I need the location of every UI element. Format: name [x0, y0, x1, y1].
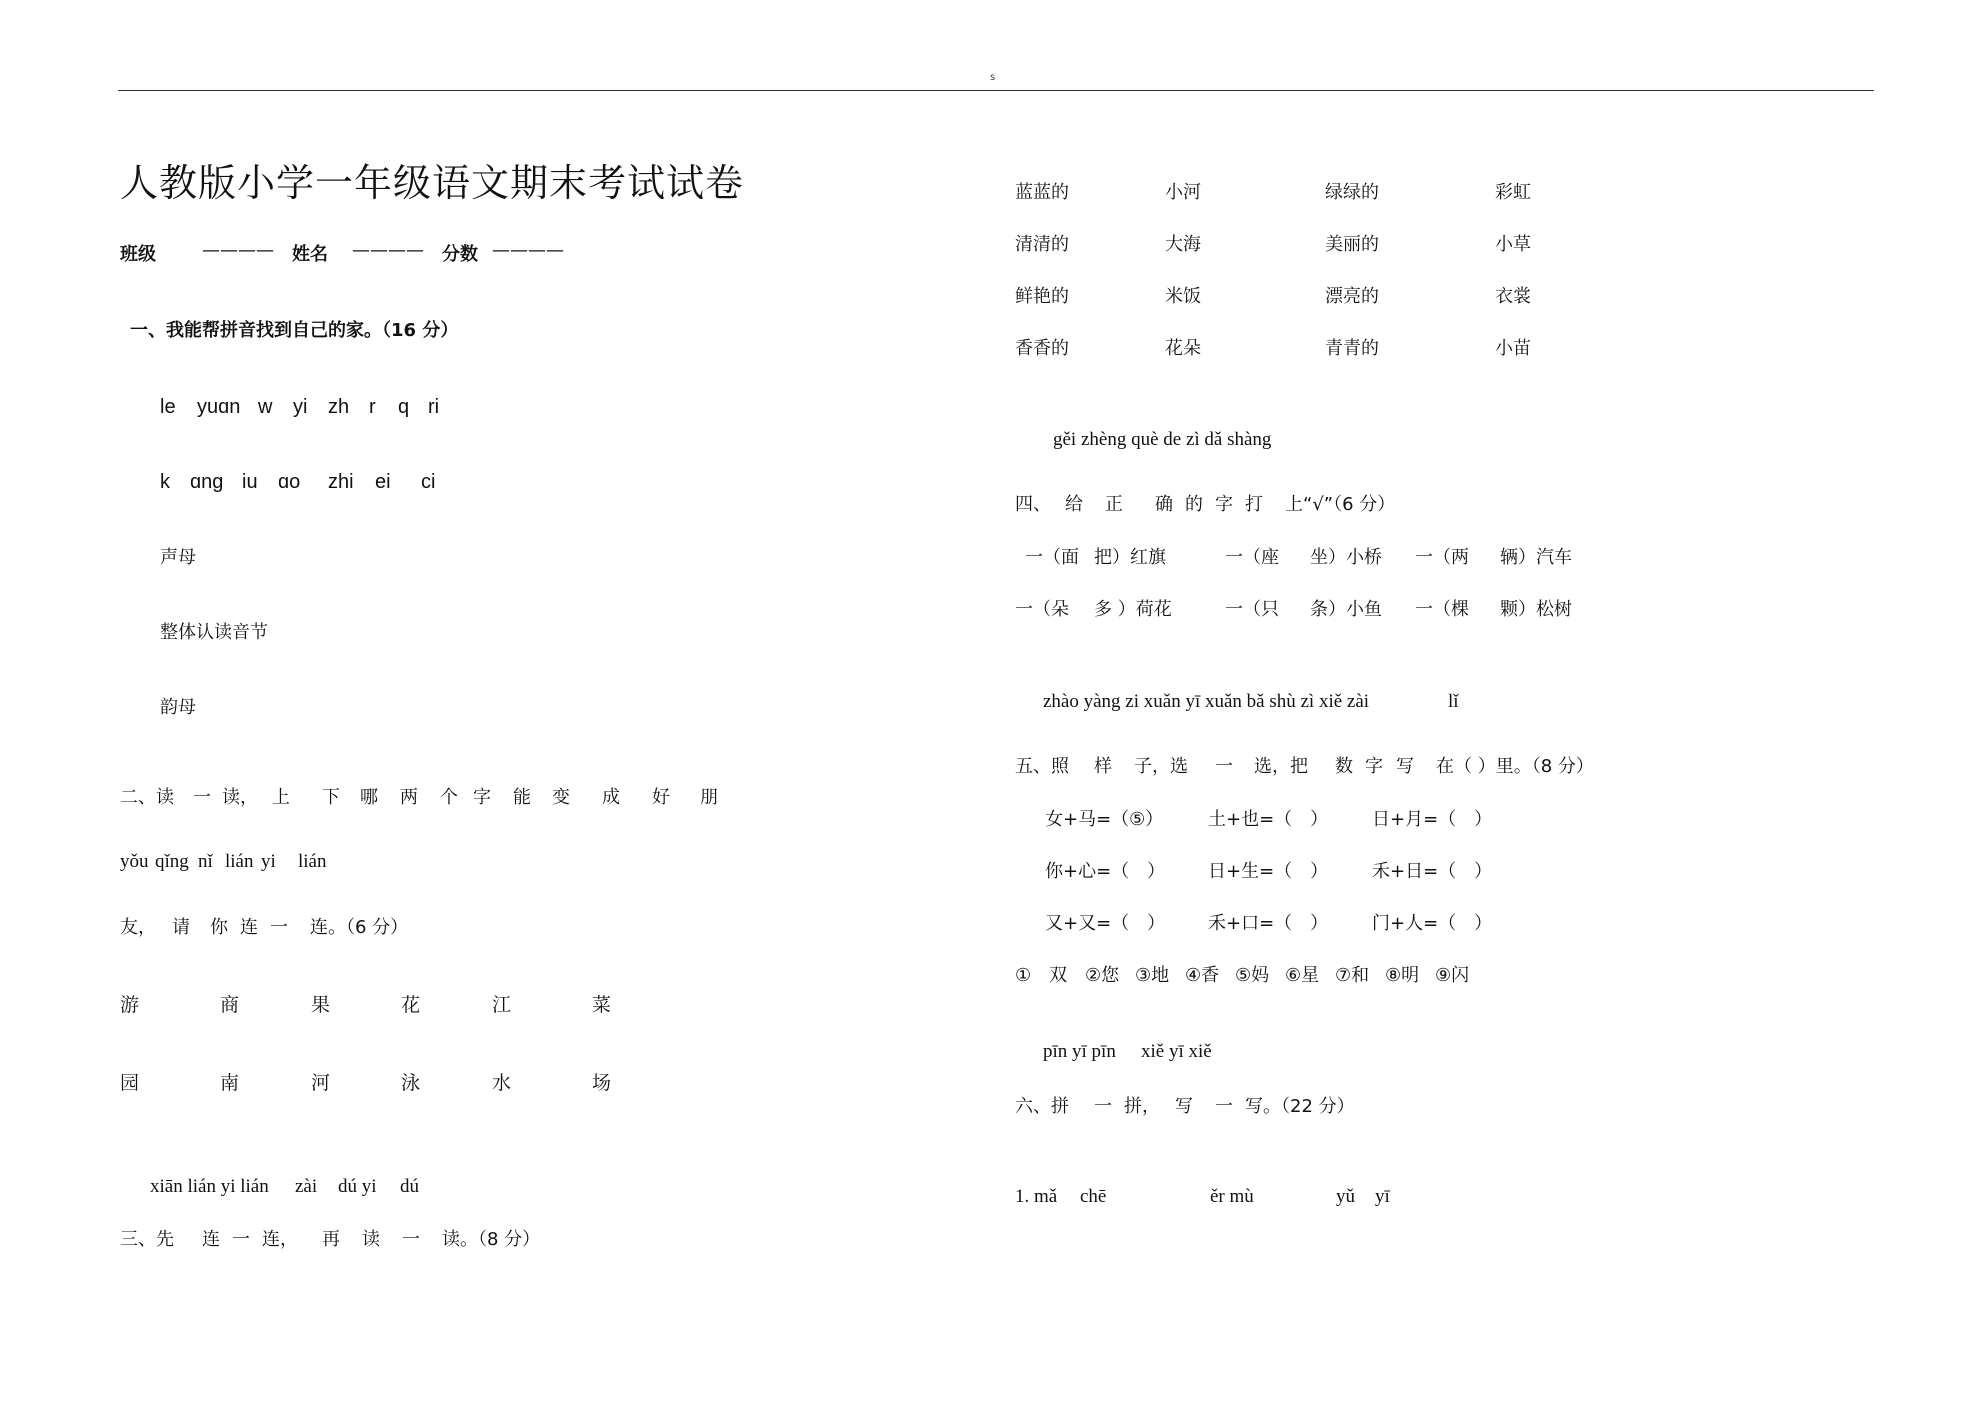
option-item: ⑦和 — [1335, 965, 1370, 986]
section3-heading: 连 — [202, 1229, 220, 1250]
match-grid-cell: 清清的 — [1015, 234, 1069, 255]
pinyin-item: 1. mǎ — [1015, 1186, 1058, 1207]
section5-heading: 写 — [1396, 756, 1414, 777]
option-item: ① 双 — [1015, 965, 1068, 986]
section2-text: 变 — [552, 787, 570, 808]
choice-item: 把）红旗 — [1094, 547, 1166, 568]
section5-heading: 字 — [1365, 756, 1383, 777]
option-item: ③地 — [1135, 965, 1170, 986]
section5-heading: 在（ ）里。（8 分） — [1436, 756, 1594, 777]
section4-heading: 给 — [1065, 494, 1083, 515]
section5-heading: 选，把 — [1254, 756, 1308, 777]
section5-heading: 样 — [1094, 756, 1112, 777]
match-char: 游 — [120, 994, 140, 1016]
section2-pinyin: yi — [261, 851, 276, 872]
match-grid-cell: 香香的 — [1015, 338, 1069, 359]
option-item: ④香 — [1185, 965, 1220, 986]
choice-item: 坐）小桥 — [1310, 547, 1382, 568]
match-grid-cell: 大海 — [1165, 234, 1201, 255]
section6-heading: 一 — [1215, 1096, 1233, 1117]
match-grid-cell: 蓝蓝的 — [1015, 182, 1069, 203]
section2-text: 读， — [222, 787, 258, 808]
pinyin-item: yi — [293, 396, 308, 418]
match-grid-cell: 彩虹 — [1495, 182, 1531, 203]
section2-text: 连 — [240, 917, 258, 938]
option-item: ⑨闪 — [1435, 965, 1470, 986]
match-char: 商 — [220, 994, 240, 1016]
compose-item: 禾+日=（ ） — [1372, 861, 1493, 882]
pinyin-item: zhi — [328, 471, 354, 493]
section2-text: 连。（6 分） — [310, 917, 409, 938]
pinyin-item: yǔ — [1336, 1186, 1355, 1207]
match-char: 园 — [120, 1072, 140, 1094]
section6-pinyin: xiě yī xiě — [1141, 1041, 1212, 1062]
pinyin-item: w — [258, 396, 273, 418]
choice-item: 颗）松树 — [1500, 599, 1572, 620]
pinyin-item: zh — [328, 396, 350, 418]
section2-text: 朋 — [700, 787, 718, 808]
section3-heading: 连， — [262, 1229, 298, 1250]
section4-heading: 四、 — [1015, 494, 1051, 515]
compose-item: 土+也=（ ） — [1208, 809, 1329, 830]
section2-pinyin: lián — [225, 851, 254, 872]
section2-text: 字 — [473, 787, 491, 808]
section2-text: 一 — [270, 917, 288, 938]
page-title: 人教版小学一年级语文期末考试试卷 — [120, 161, 745, 205]
class-label: 班级 — [120, 244, 156, 265]
pinyin-item: q — [398, 396, 410, 418]
section4-pinyin: gěi zhèng què de zì dǎ shàng — [1053, 429, 1272, 450]
match-char: 菜 — [592, 994, 612, 1016]
section6-heading: 六、拼 — [1015, 1096, 1069, 1117]
pinyin-item: ri — [428, 396, 440, 418]
score-label: 分数 — [442, 244, 478, 265]
section6-heading: 拼， — [1124, 1096, 1160, 1117]
pinyin-item: le — [160, 396, 176, 418]
match-grid-cell: 漂亮的 — [1325, 286, 1379, 307]
section5-heading: 一 — [1215, 756, 1233, 777]
compose-item: 禾+口=（ ） — [1208, 913, 1329, 934]
section2-text: 两 — [400, 787, 418, 808]
category-label-finals: 韵母 — [160, 697, 196, 718]
section3-heading: 一 — [402, 1229, 420, 1250]
pinyin-item: iu — [242, 471, 258, 493]
pinyin-item: ei — [375, 471, 391, 493]
section3-pinyin: dú yi — [338, 1176, 377, 1197]
section2-text: 好 — [652, 787, 670, 808]
section3-heading: 三、先 — [120, 1229, 174, 1250]
section2-pinyin: nǐ — [198, 851, 213, 872]
score-blank[interactable]: ———— — [492, 240, 564, 261]
choice-item: 条）小鱼 — [1310, 599, 1382, 620]
choice-item: 一（只 — [1225, 599, 1279, 620]
section5-heading: 五、照 — [1015, 756, 1069, 777]
name-blank[interactable]: ———— — [352, 240, 424, 261]
match-grid-cell: 鲜艳的 — [1015, 286, 1069, 307]
pinyin-item: yuɑn — [197, 396, 241, 418]
section6-heading: 写。（22 分） — [1245, 1096, 1355, 1117]
compose-item: 门+人=（ ） — [1372, 913, 1493, 934]
compose-item: 又+又=（ ） — [1045, 913, 1166, 934]
section2-pinyin: yǒu — [120, 851, 149, 872]
section4-heading: 上“√”（6 分） — [1285, 494, 1396, 515]
match-grid-cell: 青青的 — [1325, 338, 1379, 359]
match-char: 江 — [492, 994, 512, 1016]
section5-pinyin: lǐ — [1448, 691, 1459, 712]
section6-pinyin: pīn yī pīn — [1043, 1041, 1116, 1062]
section4-heading: 确 — [1155, 494, 1173, 515]
pinyin-item: k — [160, 471, 170, 493]
match-grid-cell: 小河 — [1165, 182, 1201, 203]
compose-item: 日+生=（ ） — [1208, 861, 1329, 882]
match-grid-cell: 衣裳 — [1495, 286, 1531, 307]
match-char: 场 — [592, 1072, 612, 1094]
match-grid-cell: 美丽的 — [1325, 234, 1379, 255]
pinyin-item: chē — [1080, 1186, 1107, 1207]
header-mark: s — [990, 72, 996, 83]
pinyin-item: r — [369, 396, 376, 418]
section1-heading: 一、我能帮拼音找到自己的家。（16 分） — [130, 320, 459, 341]
compose-item: 日+月=（ ） — [1372, 809, 1493, 830]
pinyin-item: ɑng — [190, 471, 224, 493]
match-char: 泳 — [401, 1072, 421, 1094]
section2-text: 你 — [210, 917, 228, 938]
choice-item: 一（棵 — [1415, 599, 1469, 620]
section3-pinyin: xiān lián yi lián — [150, 1176, 269, 1197]
match-char: 南 — [220, 1072, 240, 1094]
section2-text: 下 — [322, 787, 340, 808]
section4-heading: 打 — [1245, 494, 1263, 515]
section4-heading: 字 — [1215, 494, 1233, 515]
section2-text: 能 — [513, 787, 531, 808]
section2-text: 友， — [120, 917, 156, 938]
pinyin-item: ɑo — [278, 471, 301, 493]
section5-heading: 子，选 — [1134, 756, 1188, 777]
match-char: 花 — [401, 994, 421, 1016]
match-char: 水 — [492, 1072, 512, 1094]
category-label-initials: 声母 — [160, 547, 196, 568]
match-grid-cell: 绿绿的 — [1325, 182, 1379, 203]
match-char: 河 — [311, 1072, 331, 1094]
section3-heading: 一 — [232, 1229, 250, 1250]
choice-item: 多 ）荷花 — [1094, 599, 1172, 620]
section6-heading: 一 — [1094, 1096, 1112, 1117]
class-blank[interactable]: ———— — [202, 240, 274, 261]
choice-item: 一（面 — [1025, 547, 1079, 568]
section4-heading: 的 — [1185, 494, 1203, 515]
match-grid-cell: 小草 — [1495, 234, 1531, 255]
name-label: 姓名 — [292, 244, 328, 265]
pinyin-item: ci — [421, 471, 436, 493]
section3-heading: 读。（8 分） — [442, 1229, 541, 1250]
compose-item: 女+马=（⑤） — [1045, 809, 1164, 830]
section2-text: 成 — [602, 787, 620, 808]
option-item: ⑧明 — [1385, 965, 1420, 986]
match-grid-cell: 花朵 — [1165, 338, 1201, 359]
section3-heading: 再 — [322, 1229, 340, 1250]
choice-item: 一（朵 — [1015, 599, 1069, 620]
section5-heading: 数 — [1335, 756, 1353, 777]
header-rule — [118, 90, 1874, 91]
pinyin-item: yī — [1375, 1186, 1390, 1207]
section6-heading: 写 — [1175, 1096, 1193, 1117]
choice-item: 辆）汽车 — [1500, 547, 1572, 568]
category-label-whole-syllables: 整体认读音节 — [160, 622, 268, 643]
option-item: ⑥星 — [1285, 965, 1320, 986]
section3-pinyin: zài — [295, 1176, 318, 1197]
section2-text: 请 — [172, 917, 190, 938]
section2-pinyin: qǐng — [155, 851, 189, 872]
match-char: 果 — [311, 994, 331, 1016]
section2-text: 一 — [193, 787, 211, 808]
choice-item: 一（座 — [1225, 547, 1279, 568]
option-item: ②您 — [1085, 965, 1120, 986]
section3-heading: 读 — [362, 1229, 380, 1250]
choice-item: 一（两 — [1415, 547, 1469, 568]
section2-text: 上 — [272, 787, 290, 808]
section4-heading: 正 — [1105, 494, 1123, 515]
section5-pinyin: zhào yàng zi xuǎn yī xuǎn bǎ shù zì xiě zài — [1043, 691, 1370, 712]
compose-item: 你+心=（ ） — [1045, 861, 1166, 882]
pinyin-item: ěr mù — [1210, 1186, 1254, 1207]
match-grid-cell: 小苗 — [1495, 338, 1531, 359]
section2-text: 哪 — [360, 787, 378, 808]
section2-pinyin: lián — [298, 851, 327, 872]
section2-text: 个 — [440, 787, 458, 808]
option-item: ⑤妈 — [1235, 965, 1270, 986]
section3-pinyin: dú — [400, 1176, 419, 1197]
section2-text: 二、读 — [120, 787, 174, 808]
match-grid-cell: 米饭 — [1165, 286, 1201, 307]
